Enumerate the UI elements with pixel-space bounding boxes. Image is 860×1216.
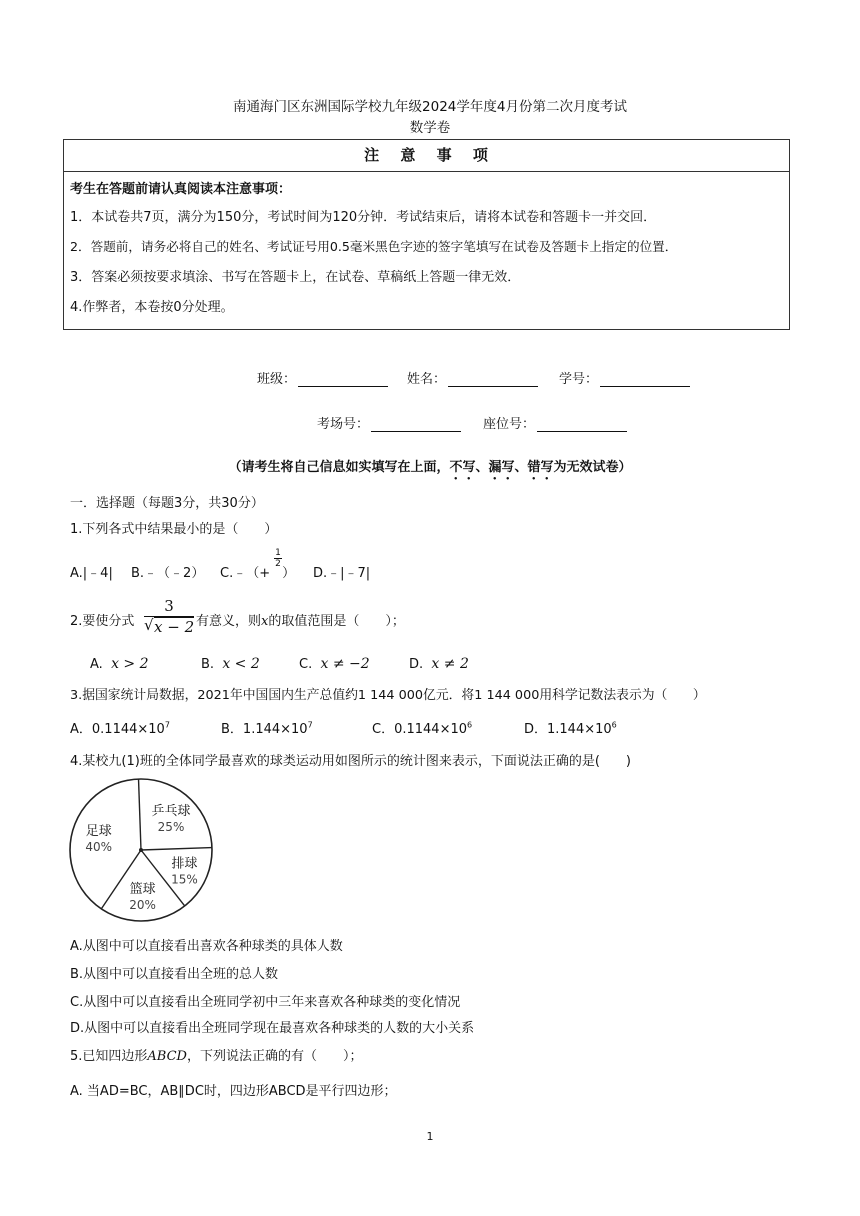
info-note-emph: 不写、漏写、错写	[449, 460, 554, 475]
q2-fraction-numerator: 3	[164, 597, 174, 615]
q4-option-b: B.从图中可以直接看出全班的总人数	[70, 967, 279, 982]
exam-room-blank[interactable]	[371, 419, 461, 432]
seat-label: 座位号：	[483, 417, 536, 432]
q2-option-b: B. x < 2	[201, 656, 260, 672]
q2-option-a: A. x > 2	[90, 656, 149, 672]
q1-option-c-numerator: 1	[275, 548, 281, 558]
notice-item-2: 2．答题前，请务必将自己的姓名、考试证号用0.5毫米黑色字迹的签字笔填写在试卷及答题卡上指定的位置．	[70, 239, 678, 254]
notice-item-1: 1．本试卷共7页，满分为150分，考试时间为120分钟．考试结束后，请将本试卷和答题卡一并交回．	[70, 210, 657, 225]
q3-option-c: C．$0.1144\times 10^6$	[372, 720, 473, 737]
exam-room-field[interactable]	[317, 413, 461, 432]
pie-slice-value: 20%	[129, 897, 156, 912]
info-note	[0, 456, 860, 483]
q4-option-d: D.从图中可以直接看出全班同学现在最喜欢各种球类的人数的大小关系	[70, 1021, 475, 1036]
q1-option-c-denominator: 2	[275, 559, 281, 569]
exam-title: 南通海门区东洲国际学校九年级2024学年度4月份第二次月度考试	[233, 99, 627, 115]
q1-option-d: D.﹣|﹣7|	[313, 566, 371, 581]
notice-intro: 考生在答题前请认真阅读本注意事项：	[70, 182, 292, 197]
pie-slice-boundary	[139, 779, 141, 850]
class-blank[interactable]	[298, 374, 388, 387]
seat-blank[interactable]	[537, 419, 627, 432]
section-heading: 一．选择题（每题3分，共30分）	[70, 496, 264, 511]
pie-slice-value: 25%	[157, 819, 185, 834]
q1-option-c	[220, 562, 295, 581]
q5-stem: 5.已知四边形ABCD，下列说法正确的有（ ）；	[70, 1049, 363, 1064]
pie-slice-label: 乒乓球	[151, 803, 191, 819]
page-number: 1	[426, 1130, 434, 1143]
q2-option-d: D. x ≠ 2	[409, 656, 469, 672]
q1-option-a: A.|﹣4|	[70, 566, 113, 581]
student-no-label: 学号：	[559, 372, 599, 387]
info-note-prefix: （请考生将自己信息如实填写在上面，	[228, 460, 450, 475]
q1-option-c-pre: C.﹣（+	[220, 566, 271, 581]
exam-subtitle: 数学卷	[409, 120, 451, 136]
q2-stem-pre: 2.要使分式	[70, 614, 135, 629]
pie-slice-label: 排球	[171, 856, 198, 872]
notice-heading: 注 意 事 项	[364, 146, 496, 164]
q4-option-c: C.从图中可以直接看出全班同学初中三年来喜欢各种球类的变化情况	[70, 995, 461, 1010]
seat-field[interactable]	[483, 413, 627, 432]
notice-item-3: 3．答案必须按要求填涂、书写在答题卡上，在试卷、草稿纸上答题一律无效．	[70, 270, 521, 285]
pie-chart	[68, 774, 218, 924]
name-blank[interactable]	[448, 374, 538, 387]
q2-stem-post: 有意义，则x的取值范围是（ ）；	[196, 614, 405, 629]
q5-option-a: A. 当AD=BC，AB∥DC时，四边形ABCD是平行四边形；	[70, 1084, 397, 1099]
q3-option-d: D．$1.144\times 10^6$	[524, 720, 617, 737]
pie-slice-value: 40%	[85, 839, 113, 854]
q3-stem: 3.据国家统计局数据，2021年中国国内生产总值约1 144 000亿元．将1 144 000用科学记数法表示为（ ）	[70, 688, 706, 703]
q4-stem: 4.某校九(1)班的全体同学最喜欢的球类运动用如图所示的统计图来表示，下面说法正确的是( )	[70, 754, 631, 769]
notice-item-4: 4.作弊者，本卷按0分处理。	[70, 300, 234, 315]
pie-center	[139, 848, 143, 852]
q1-option-b: B.﹣（﹣2）	[131, 566, 205, 581]
pie-slice-boundary	[141, 848, 212, 850]
pie-slice-value: 15%	[171, 872, 198, 887]
notice-divider	[64, 171, 789, 172]
q1-option-c-post: ）	[282, 566, 296, 581]
q1-stem: 1.下列各式中结果最小的是（ ）	[70, 522, 278, 537]
name-field[interactable]	[407, 368, 538, 387]
class-field[interactable]	[257, 368, 388, 387]
sqrt-icon: √	[144, 616, 154, 634]
q4-option-a: A.从图中可以直接看出喜欢各种球类的具体人数	[70, 939, 343, 954]
q1-option-c-fraction	[274, 548, 282, 569]
pie-slice-label: 足球	[85, 823, 112, 839]
q3-option-b: B．$1.144\times 10^7$	[221, 720, 313, 737]
exam-room-label: 考场号：	[317, 417, 370, 432]
q2-fraction-denominator: √ x − 2	[144, 616, 195, 636]
class-label: 班级：	[257, 372, 297, 387]
q2-fraction	[144, 596, 194, 637]
name-label: 姓名：	[407, 372, 447, 387]
q3-option-a: A．$0.1144\times 10^7$	[70, 720, 170, 737]
info-note-suffix: 为无效试卷）	[553, 460, 632, 475]
q2-option-c: C. x ≠ −2	[299, 656, 370, 672]
student-no-field[interactable]	[559, 368, 690, 387]
student-no-blank[interactable]	[600, 374, 690, 387]
pie-slice-label: 篮球	[129, 881, 156, 897]
